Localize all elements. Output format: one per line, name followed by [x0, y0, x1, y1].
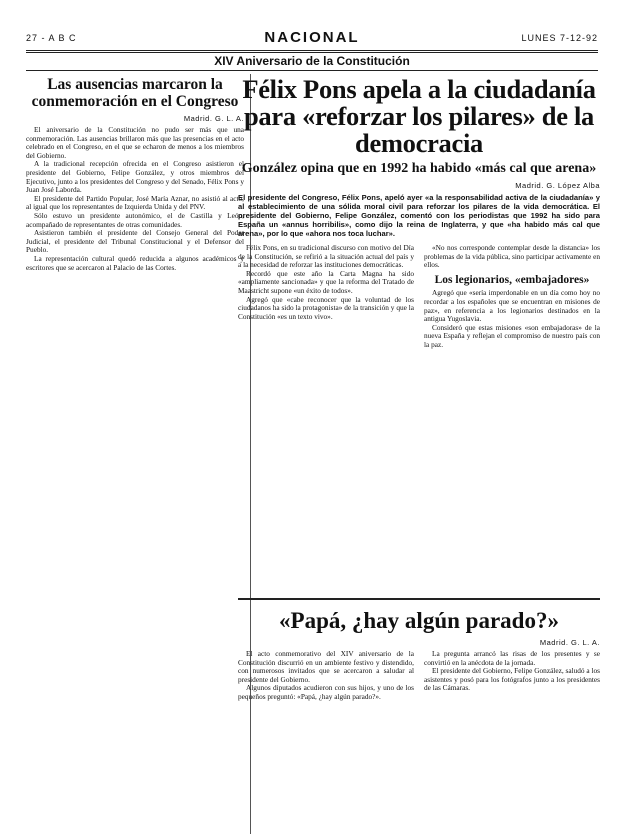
- section-kicker: XIV Aniversario de la Constitución: [214, 54, 410, 68]
- main-lead: El presidente del Congreso, Félix Pons, apeló ayer «a la responsabilidad activa de la ciudadanía» y al establecimiento de una sólida moral civil para reforzar los pilares de la vida democrática. El presidente del Gobierno, Felipe González, comentó con los periodistas que 1992 ha sido para España un «annus horribilis», como dijo la reina de Inglaterra, y que «ha habido más cal que arena», por lo que «ahora nos toca luchar».: [238, 193, 600, 238]
- paragraph: El presidente del Gobierno, Felipe González, saludó a los asistentes y posó para los fotógrafos junto a los presidentes de las Cámaras.: [424, 666, 600, 693]
- second-columns: [238, 650, 600, 702]
- second-column-1: [238, 650, 414, 702]
- second-byline: Madrid. G. L. A.: [539, 638, 600, 647]
- main-column-2: [424, 244, 600, 350]
- paragraph: Algunos diputados acudieron con sus hijos, y uno de los pequeños preguntó: «Papá, ¿hay algún parado?».: [238, 683, 414, 701]
- main-deck: González opina que en 1992 ha habido «más cal que arena»: [241, 161, 597, 176]
- paragraph: La representación cultural quedó reducida a algunos académicos y escritores que se acercaron al Palacio de las Cortes.: [26, 253, 244, 272]
- divider: [26, 70, 598, 71]
- page-number: 27 - A B C: [26, 33, 77, 43]
- paragraph: Félix Pons, en su tradicional discurso con motivo del Día de la Constitución, se refirió a la situación actual del país y a la necesidad de reforzar las instituciones democráticas.: [238, 243, 414, 270]
- sidebar-article: [26, 74, 251, 834]
- subheading: Los legionarios, «embajadores»: [434, 273, 590, 286]
- sidebar-body: [26, 126, 244, 272]
- paragraph: Agregó que «cabe reconocer que la voluntad de los ciudadanos ha sido la protagonista» de la transición y que la Constitución «es un texto vivo».: [238, 294, 414, 321]
- sidebar-byline: Madrid. G. L. A.: [183, 114, 244, 123]
- paragraph: La pregunta arrancó las risas de los presentes y se convirtió en la anécdota de la jornada.: [424, 649, 600, 667]
- paragraph: El acto conmemorativo del XIV aniversario de la Constitución discurrió en un ambiente festivo y distendido, con numerosos invitados que se acercaron a saludar al presidente del Gobierno.: [238, 649, 414, 684]
- paragraph: Consideró que estas misiones «son embajadoras» de la nueva España y reflejan el compromiso de nuestro país con la paz.: [424, 322, 600, 349]
- divider: [26, 52, 598, 53]
- paragraph: Agregó que «sería imperdonable en un día como hoy no recordar a los españoles que se encuentran en misiones de paz», en referencia a los legionarios destinados en la antigua Yugoslavia.: [424, 288, 600, 324]
- paragraph: El presidente del Partido Popular, José María Aznar, no asistió al acto, al igual que los representantes de Izquierda Unida y del PNV.: [26, 193, 244, 212]
- main-headline: Félix Pons apela a la ciudadanía para «reforzar los pilares» de la democracia: [242, 74, 596, 158]
- second-column-2: [424, 650, 600, 702]
- paragraph: Asistieron también el presidente del Consejo General del Poder Judicial, el presidente del Tribunal Constitucional y el Defensor del Pueblo.: [26, 228, 244, 255]
- paragraph: Recordó que este año la Carta Magna ha sido «ampliamente sancionada» y que la reforma del Tratado de Maastricht supone «un éxito de todos».: [238, 268, 414, 295]
- section-name: NACIONAL: [264, 29, 360, 46]
- divider: [26, 50, 598, 51]
- paragraph: El aniversario de la Constitución no pudo ser más que una conmemoración. Las ausencias brillaron más que las presencias en el acto celebrado en el Congreso, en el que se echaron de menos a los miembros del Gobierno.: [26, 125, 244, 160]
- sidebar-headline: Las ausencias marcaron la conmemoración en el Congreso: [31, 76, 239, 110]
- second-headline: «Papá, ¿hay algún parado?»: [279, 608, 559, 633]
- second-article: [238, 598, 600, 836]
- paragraph: A la tradicional recepción ofrecida en el Congreso asistieron el presidente del Gobierno, Felipe González, y otros miembros del Ejecutivo, junto a los presidentes del Congreso y del Senado, Félix Pons y Juan José Laborda.: [26, 159, 244, 195]
- masthead: [26, 29, 598, 47]
- paragraph: «No nos corresponde contemplar desde la distancia» los problemas de la vida pública, sino participar activamente en ellos.: [424, 243, 600, 270]
- issue-date: LUNES 7-12-92: [521, 33, 598, 43]
- main-columns: [238, 244, 600, 350]
- paragraph: Sólo estuvo un presidente autonómico, el de Castilla y León, acompañado de representantes de otras comunidades.: [26, 210, 244, 229]
- main-byline: Madrid. G. López Alba: [515, 181, 600, 190]
- main-article: [238, 74, 600, 494]
- main-column-1: [238, 244, 414, 350]
